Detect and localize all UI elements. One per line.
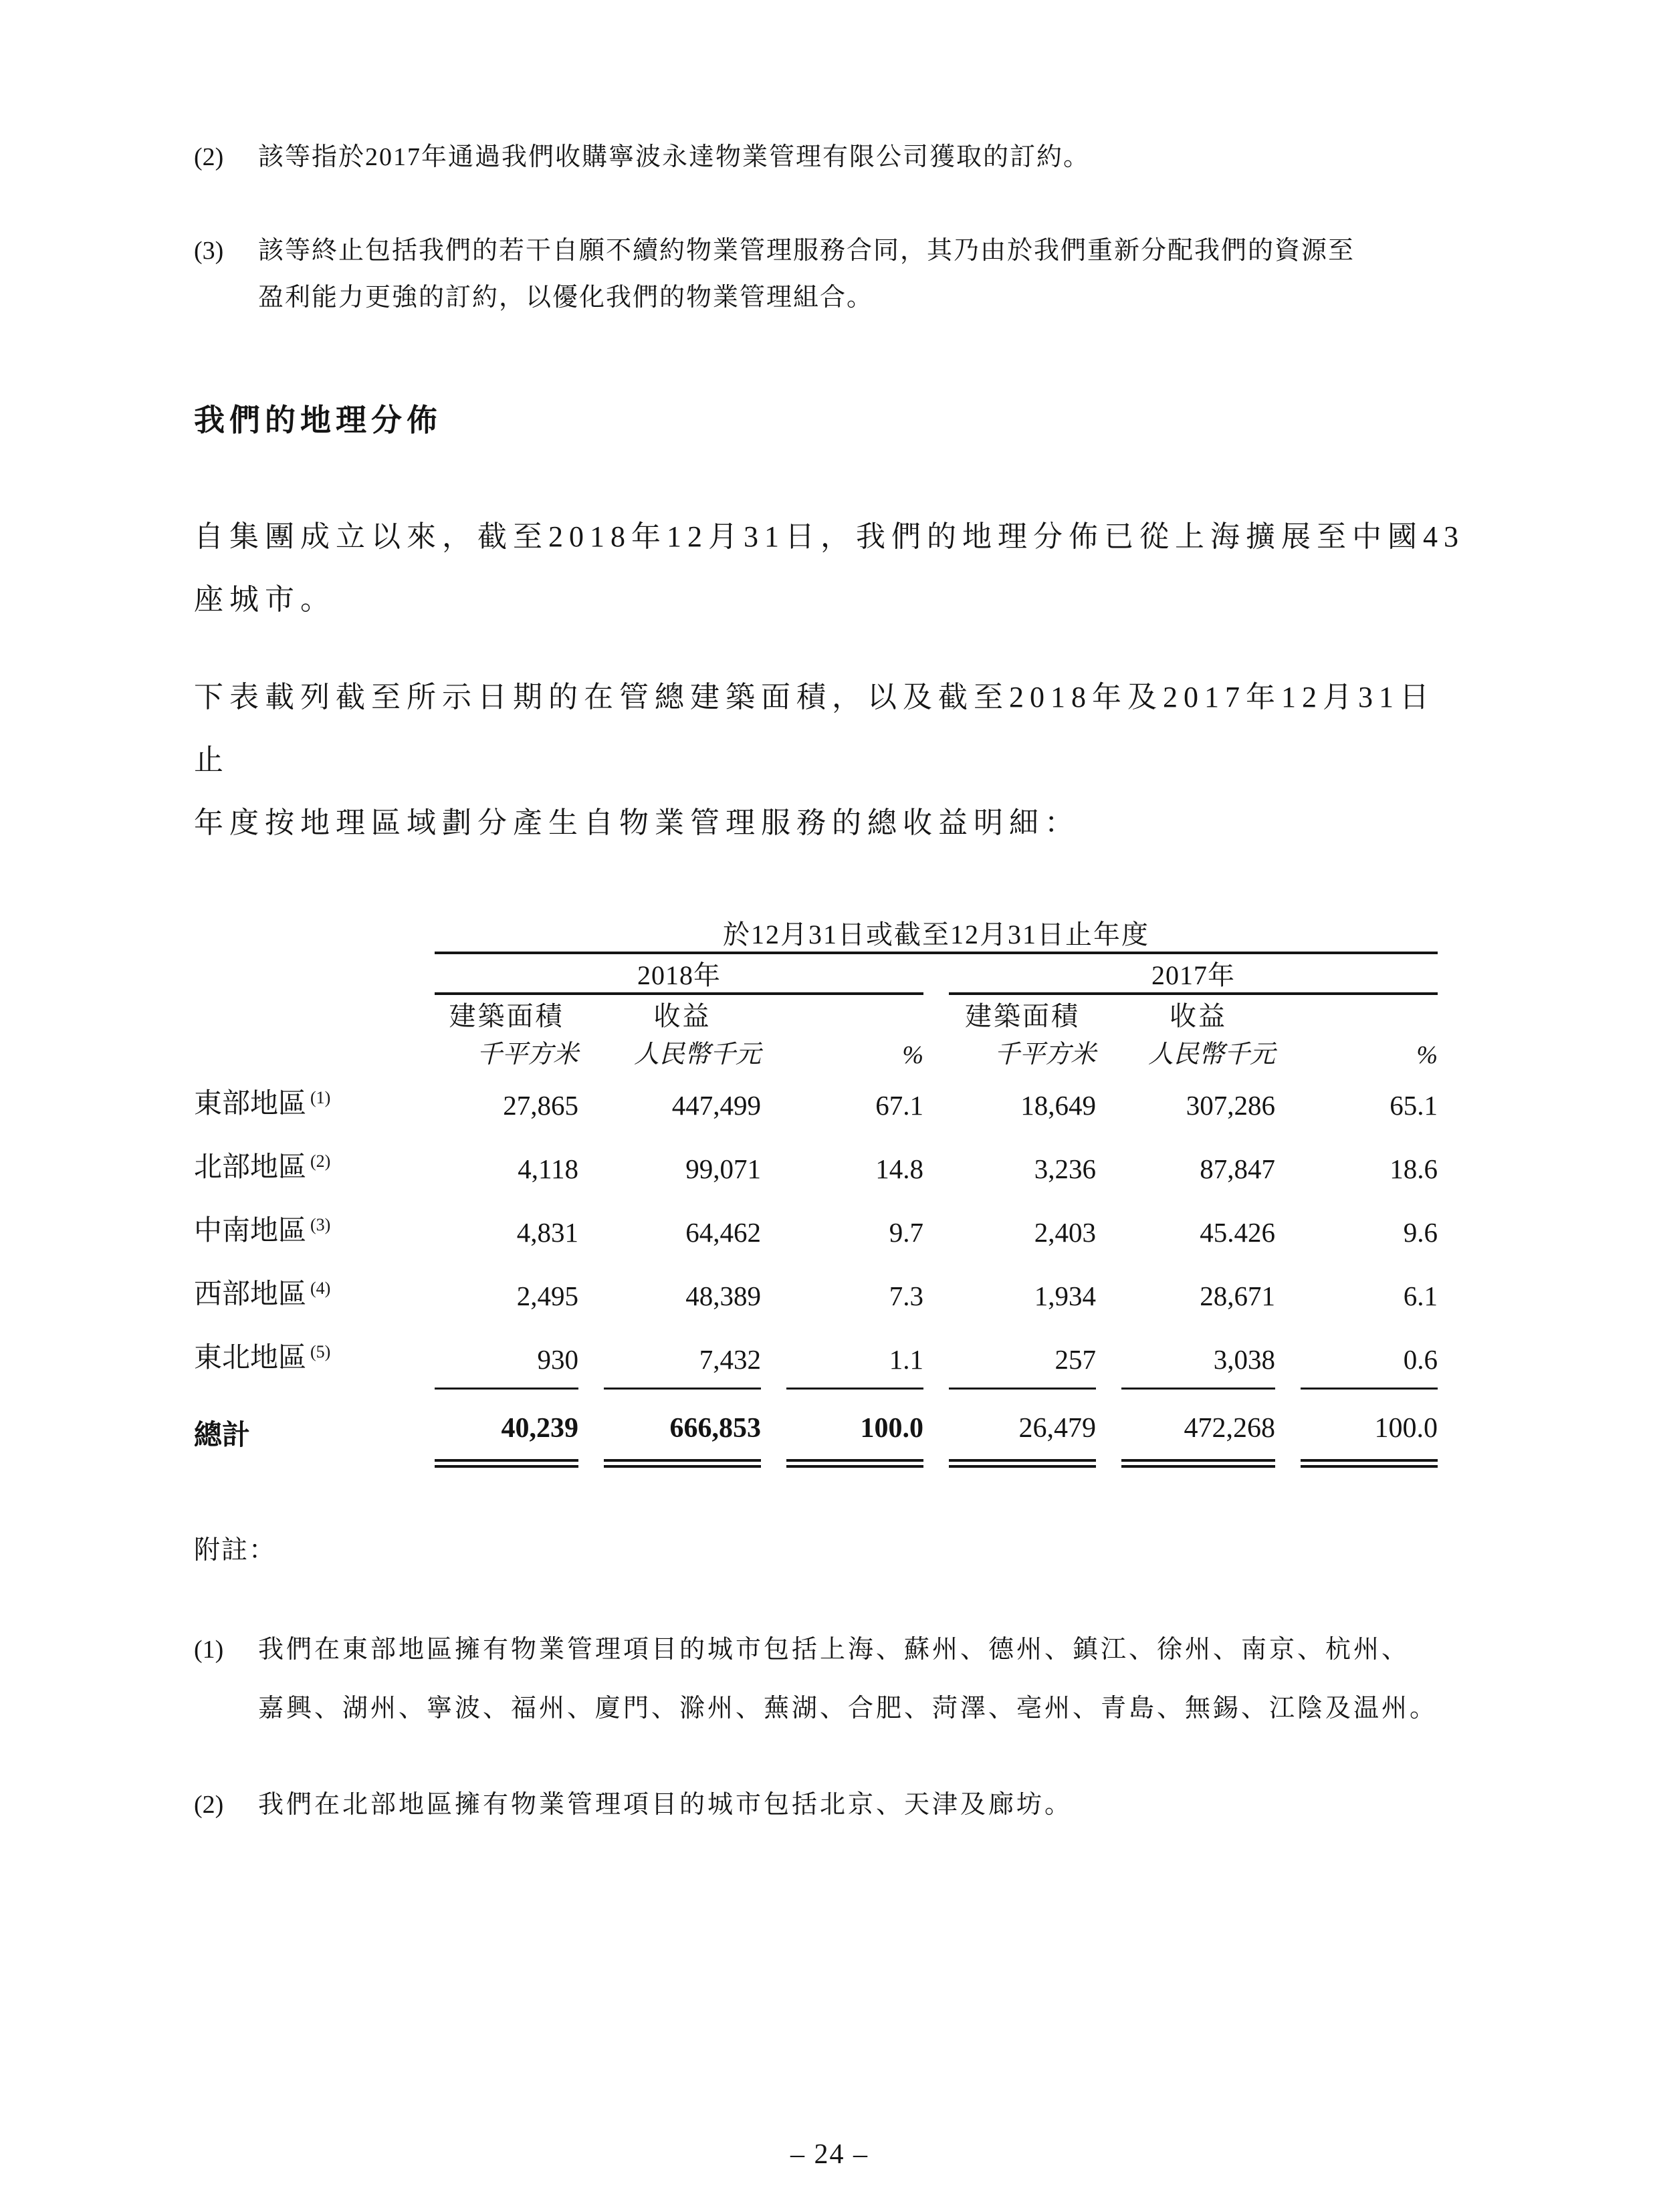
- section-heading: 我們的地理分佈: [194, 403, 442, 437]
- paragraph-2-line-2: 年度按地理區域劃分產生自物業管理服務的總收益明細：: [194, 806, 1080, 839]
- paragraph-2: [194, 666, 1465, 855]
- region-footnote-ref: (2): [310, 1151, 331, 1171]
- gfa-2018-value: 930: [537, 1344, 578, 1375]
- total-revenue-2017: 472,268: [1121, 1388, 1275, 1468]
- revenue-2017-value: 3,038: [1213, 1344, 1275, 1375]
- pct-2018-value: 14.8: [875, 1153, 923, 1184]
- revenue-2018-value: 64,462: [685, 1217, 761, 1248]
- revenue-2017-value: 307,286: [1186, 1090, 1275, 1121]
- spacer-cell: [1301, 995, 1438, 1033]
- year-2018-header: 2018年: [435, 954, 923, 995]
- table-column-header-row: [194, 995, 1438, 1033]
- region-label: [194, 1324, 409, 1388]
- total-gfa-2018: 40,239: [435, 1388, 578, 1468]
- bottom-note-1-text: [258, 1620, 1438, 1738]
- table-row-northeast: [194, 1324, 1438, 1388]
- year-2017-header: 2017年: [949, 954, 1438, 995]
- region-footnote-ref: (1): [310, 1088, 331, 1107]
- spacer-cell: [194, 913, 409, 954]
- col-gfa-2017: 建築面積: [965, 1002, 1080, 1031]
- paragraph-1: [194, 506, 1465, 631]
- gfa-2017-value: 257: [1055, 1344, 1096, 1375]
- region-name: 中南地區: [194, 1216, 307, 1246]
- bottom-note-1-line-2: 嘉興、湖州、寧波、福州、廈門、滁州、蕪湖、合肥、菏澤、亳州、青島、無錫、江陰及温州。: [258, 1694, 1438, 1723]
- spacer-cell: [786, 995, 923, 1033]
- footnote-2-number: (2): [194, 143, 224, 171]
- col-revenue-2018: 收益: [653, 1002, 711, 1031]
- gfa-2017-value: 1,934: [1034, 1281, 1096, 1311]
- gfa-2018-value: 4,831: [516, 1217, 578, 1248]
- spacer-cell: [194, 954, 409, 995]
- unit-sqm-2017: 千平方米: [994, 1040, 1096, 1069]
- pct-2018-value: 7.3: [889, 1281, 923, 1311]
- notes-label: 附註：: [194, 1536, 277, 1565]
- footnote-2: [194, 134, 1465, 181]
- gfa-2017-value: 3,236: [1034, 1153, 1096, 1184]
- total-label: 總計: [194, 1419, 251, 1450]
- table-unit-row: [194, 1033, 1438, 1070]
- gfa-2018-value: 2,495: [516, 1281, 578, 1311]
- gfa-2018-value: 4,118: [518, 1153, 578, 1184]
- bottom-note-2-text: [258, 1775, 1073, 1834]
- region-label: [194, 1197, 409, 1260]
- region-footnote-ref: (4): [310, 1279, 331, 1298]
- table-row-west: [194, 1260, 1438, 1324]
- gfa-2017-value: 2,403: [1034, 1217, 1096, 1248]
- col-revenue-2017: 收益: [1170, 1002, 1227, 1031]
- table-row-total: [194, 1388, 1438, 1468]
- bottom-note-2-number: (2): [194, 1791, 224, 1819]
- total-gfa-2017: 26,479: [949, 1388, 1096, 1468]
- footnote-3-number: (3): [194, 237, 224, 265]
- region-name: 東部地區: [194, 1089, 307, 1119]
- revenue-2018-value: 48,389: [685, 1281, 761, 1311]
- pct-2018-value: 9.7: [889, 1217, 923, 1248]
- unit-pct-2018: %: [902, 1041, 923, 1069]
- col-gfa-2018: 建築面積: [449, 1002, 564, 1031]
- region-label: [194, 1070, 409, 1133]
- region-footnote-ref: (3): [310, 1215, 331, 1234]
- revenue-2018-value: 7,432: [699, 1344, 761, 1375]
- footnote-2-text: [258, 134, 1465, 181]
- pct-2017-value: 6.1: [1403, 1281, 1438, 1311]
- bottom-note-1-number: (1): [194, 1636, 224, 1664]
- unit-pct-2017: %: [1416, 1041, 1438, 1069]
- spacer-cell: [194, 995, 409, 1033]
- revenue-2018-value: 447,499: [671, 1090, 761, 1121]
- revenue-2017-value: 45.426: [1200, 1217, 1275, 1248]
- revenue-2017-value: 28,671: [1200, 1281, 1275, 1311]
- total-pct-2018: 100.0: [786, 1388, 923, 1468]
- total-pct-2017: 100.0: [1301, 1388, 1438, 1468]
- paragraph-1-line-2: 座城市。: [194, 583, 336, 616]
- table-span-header: 於12月31日或截至12月31日止年度: [435, 913, 1438, 954]
- footnote-3-line-2: 盈利能力更強的訂約，以優化我們的物業管理組合。: [258, 284, 874, 312]
- pct-2018-value: 1.1: [889, 1344, 923, 1375]
- gfa-2018-value: 27,865: [503, 1090, 578, 1121]
- footnote-2-line-1: 該等指於2017年通過我們收購寧波永達物業管理有限公司獲取的訂約。: [258, 143, 1091, 171]
- table-row-central-south: [194, 1197, 1438, 1260]
- unit-rmb-2018: 人民幣千元: [633, 1040, 761, 1069]
- footnote-3-line-1: 該等終止包括我們的若干自願不續約物業管理服務合同，其乃由於我們重新分配我們的資源至: [258, 237, 1355, 265]
- pct-2017-value: 18.6: [1390, 1153, 1438, 1184]
- page-number: – 24 –: [790, 2139, 869, 2170]
- region-name: 西部地區: [194, 1279, 307, 1310]
- geography-table: [169, 913, 1463, 1468]
- bottom-note-1: [194, 1620, 1465, 1738]
- revenue-2017-value: 87,847: [1200, 1153, 1275, 1184]
- unit-rmb-2017: 人民幣千元: [1147, 1040, 1275, 1069]
- revenue-2018-value: 99,071: [685, 1153, 761, 1184]
- bottom-note-2-line-1: 我們在北部地區擁有物業管理項目的城市包括北京、天津及廊坊。: [258, 1791, 1073, 1819]
- unit-sqm-2018: 千平方米: [476, 1040, 578, 1069]
- footnote-3: [194, 227, 1465, 321]
- spacer-cell: [194, 1033, 409, 1070]
- pct-2017-value: 65.1: [1390, 1090, 1438, 1121]
- footnote-3-text: [258, 227, 1465, 321]
- gfa-2017-value: 18,649: [1020, 1090, 1096, 1121]
- region-name: 北部地區: [194, 1152, 307, 1183]
- paragraph-2-line-1: 下表載列截至所示日期的在管總建築面積，以及截至2018年及2017年12月31日止: [194, 681, 1435, 776]
- region-label: [194, 1260, 409, 1324]
- pct-2017-value: 0.6: [1403, 1344, 1438, 1375]
- table-row-east: [194, 1070, 1438, 1133]
- table-year-row: [194, 954, 1438, 995]
- pct-2017-value: 9.6: [1403, 1217, 1438, 1248]
- pct-2018-value: 67.1: [875, 1090, 923, 1121]
- bottom-note-2: [194, 1775, 1465, 1834]
- region-label: [194, 1133, 409, 1197]
- table-row-north: [194, 1133, 1438, 1197]
- bottom-note-1-line-1: 我們在東部地區擁有物業管理項目的城市包括上海、蘇州、德州、鎮江、徐州、南京、杭州、: [258, 1636, 1410, 1664]
- table-span-header-row: [194, 913, 1438, 954]
- region-footnote-ref: (5): [310, 1342, 331, 1361]
- region-name: 東北地區: [194, 1343, 307, 1373]
- paragraph-1-line-1: 自集團成立以來，截至2018年12月31日，我們的地理分佈已從上海擴展至中國43: [194, 520, 1464, 553]
- total-revenue-2018: 666,853: [604, 1388, 761, 1468]
